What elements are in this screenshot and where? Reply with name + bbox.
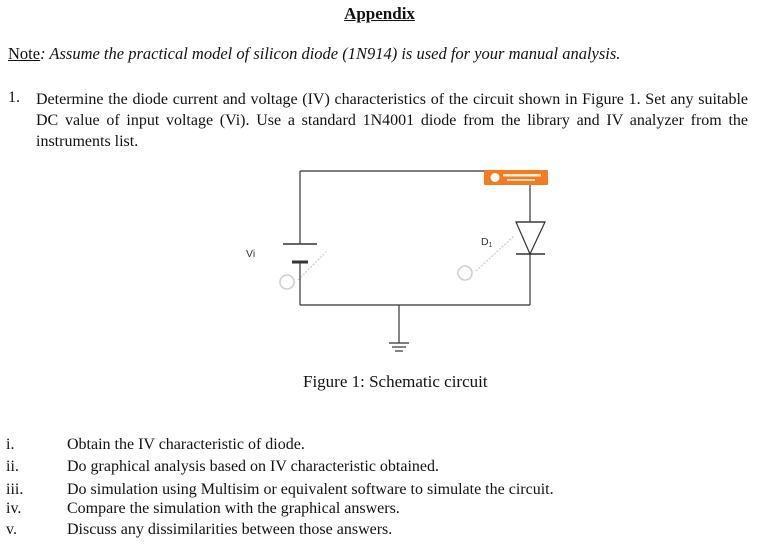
question-text: Determine the diode current and voltage (IV) characteristics of the circuit shown in Figure 1. Set any suitable DC value of input voltage (Vi). Use a standard 1N4001 diode from the library and IV analyzer from the instruments list. bbox=[36, 91, 748, 150]
task-number: v. bbox=[6, 521, 17, 538]
appendix-title: Appendix bbox=[344, 4, 415, 23]
ground-symbol bbox=[389, 343, 409, 351]
note-label: Note bbox=[8, 44, 41, 63]
figure-caption: Figure 1: Schematic circuit bbox=[303, 372, 488, 391]
source-label: Vi bbox=[246, 248, 256, 260]
diode-triangle bbox=[516, 222, 545, 254]
diode-label: D1 bbox=[481, 236, 493, 249]
task-text: Do graphical analysis based on IV characteristic obtained. bbox=[67, 458, 440, 475]
task-text: Compare the simulation with the graphical answers. bbox=[67, 500, 400, 517]
task-text: Do simulation using Multisim or equivalent software to simulate the circuit. bbox=[67, 481, 554, 498]
task-number: iii. bbox=[6, 481, 24, 498]
task-text: Obtain the IV characteristic of diode. bbox=[67, 436, 305, 453]
task-number: ii. bbox=[6, 458, 19, 475]
note-text: : Assume the practical model of silicon diode (1N914) is used for your manual analysis. bbox=[40, 44, 621, 63]
watermark-logo-left bbox=[280, 252, 326, 289]
watermark-logo-badge bbox=[484, 170, 548, 185]
task-text: Discuss any dissimilarities between those answers. bbox=[67, 521, 393, 538]
task-number: iv. bbox=[6, 500, 22, 517]
question-number: 1. bbox=[8, 89, 20, 106]
dc-source-symbol bbox=[283, 244, 317, 262]
task-number: i. bbox=[6, 436, 15, 453]
diode-symbol bbox=[516, 222, 545, 254]
circuit-wires bbox=[300, 171, 530, 343]
